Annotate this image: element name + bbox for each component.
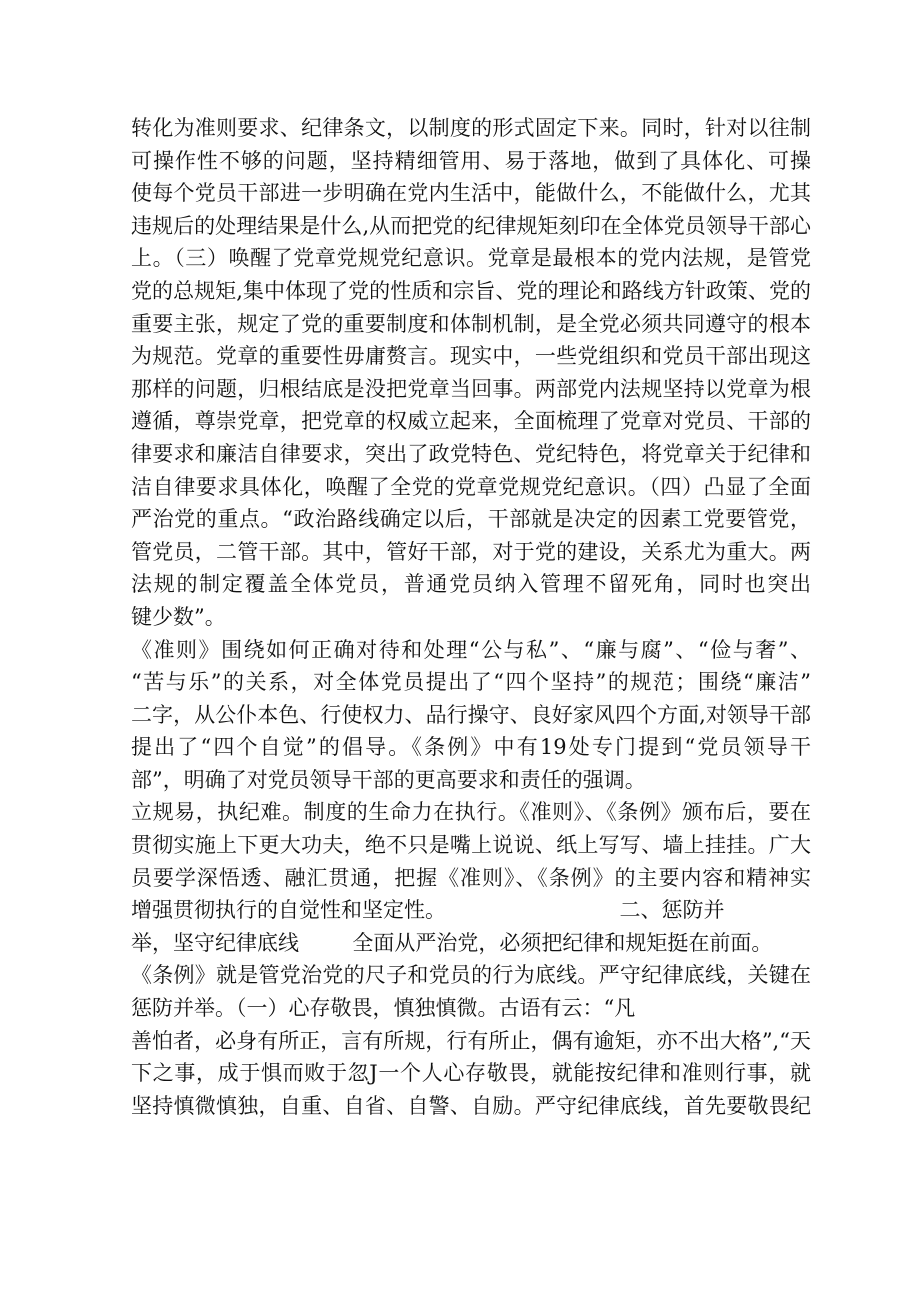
text-line: 重要主张，规定了党的重要制度和体制机制，是全党必须共同遵守的根本 — [131, 311, 811, 336]
text-line: 立规易，执纪难。制度的生命力在执行。《准则》、《条例》颁布后，要在 — [131, 800, 811, 825]
text-line: 洁自律要求具体化，唤醒了全党的党章党规党纪意识。（四）凸显了全面 — [131, 474, 811, 499]
text-line: 违规后的处理结果是什么,从而把党的纪律规矩刻印在全体党员领导干部心 — [131, 213, 811, 238]
text-line: 《准则》围绕如何正确对待和处理“公与私”、“廉与腐”、“俭与奢”、 — [131, 637, 811, 662]
text-line: 员要学深悟透、融汇贯通，把握《准则》、《条例》的主要内容和精神实 — [131, 865, 811, 890]
text-line: “苦与乐”的关系，对全体党员提出了“四个坚持”的规范；围绕“廉洁” — [131, 670, 811, 695]
text-line: 部”，明确了对党员领导干部的更高要求和责任的强调。 — [131, 767, 646, 792]
text-line: 党的总规矩,集中体现了党的性质和宗旨、党的理论和路线方针政策、党的 — [131, 278, 811, 303]
text-line: 键少数”。 — [131, 604, 226, 629]
text-line: 使每个党员干部进一步明确在党内生活中，能做什么，不能做什么，尤其 — [131, 181, 811, 206]
text-line: 提出了“四个自觉”的倡导。《条例》中有19处专门提到“党员领导干 — [131, 735, 811, 760]
text-line: 二字，从公仆本色、行使权力、品行操守、良好家风四个方面,对领导干部 — [131, 702, 811, 727]
text-line: 坚持慎微慎独，自重、自省、自警、自励。严守纪律底线，首先要敬畏纪 — [131, 1093, 811, 1118]
text-line: 遵循，尊崇党章，把党章的权威立起来，全面梳理了党章对党员、干部的 — [131, 409, 811, 434]
text-line: 惩防并举。（一）心存敬畏，慎独慎微。古语有云：“凡 — [131, 996, 636, 1021]
text-line: 增强贯彻执行的自觉性和坚定性。 二、惩防并 — [131, 898, 725, 923]
text-line: 管党员，二管干部。其中，管好干部，对于党的建设，关系尤为重大。两 — [131, 539, 811, 564]
text-line: 可操作性不够的问题，坚持精细管用、易于落地，做到了具体化、可操 — [131, 148, 811, 173]
text-line: 上。（三）唤醒了党章党规党纪意识。党章是最根本的党内法规，是管党 — [131, 246, 811, 271]
text-line: 下之事，成于惧而败于忽J一个人心存敬畏，就能按纪律和准则行事，就 — [131, 1061, 811, 1086]
text-line: 《条例》就是管党治党的尺子和党员的行为底线。严守纪律底线，关键在 — [131, 963, 811, 988]
text-line: 法规的制定覆盖全体党员，普通党员纳入管理不留死角，同时也突出 — [131, 572, 811, 597]
text-line: 为规范。党章的重要性毋庸赘言。现实中，一些党组织和党员干部出现这 — [131, 344, 811, 369]
text-line: 贯彻实施上下更大功夫，绝不只是嘴上说说、纸上写写、墙上挂挂。广大 — [131, 833, 811, 858]
text-line: 严治党的重点。“政治路线确定以后，干部就是决定的因素工党要管党， — [131, 507, 811, 532]
text-line: 转化为准则要求、纪律条文，以制度的形式固定下来。同时，针对以往制 — [131, 116, 811, 140]
text-line: 举，坚守纪律底线 全面从严治党，必须把纪律和规矩挺在前面。 — [131, 930, 773, 955]
text-line: 善怕者，必身有所正，言有所规，行有所止，偶有逾矩，亦不出大格”,“天 — [131, 1028, 811, 1053]
document-body — [131, 112, 811, 1122]
text-line: 那样的问题，归根结底是没把党章当回事。两部党内法规坚持以党章为根 — [131, 376, 811, 401]
text-line: 律要求和廉洁自律要求，突出了政党特色、党纪特色，将党章关于纪律和 — [131, 441, 811, 466]
